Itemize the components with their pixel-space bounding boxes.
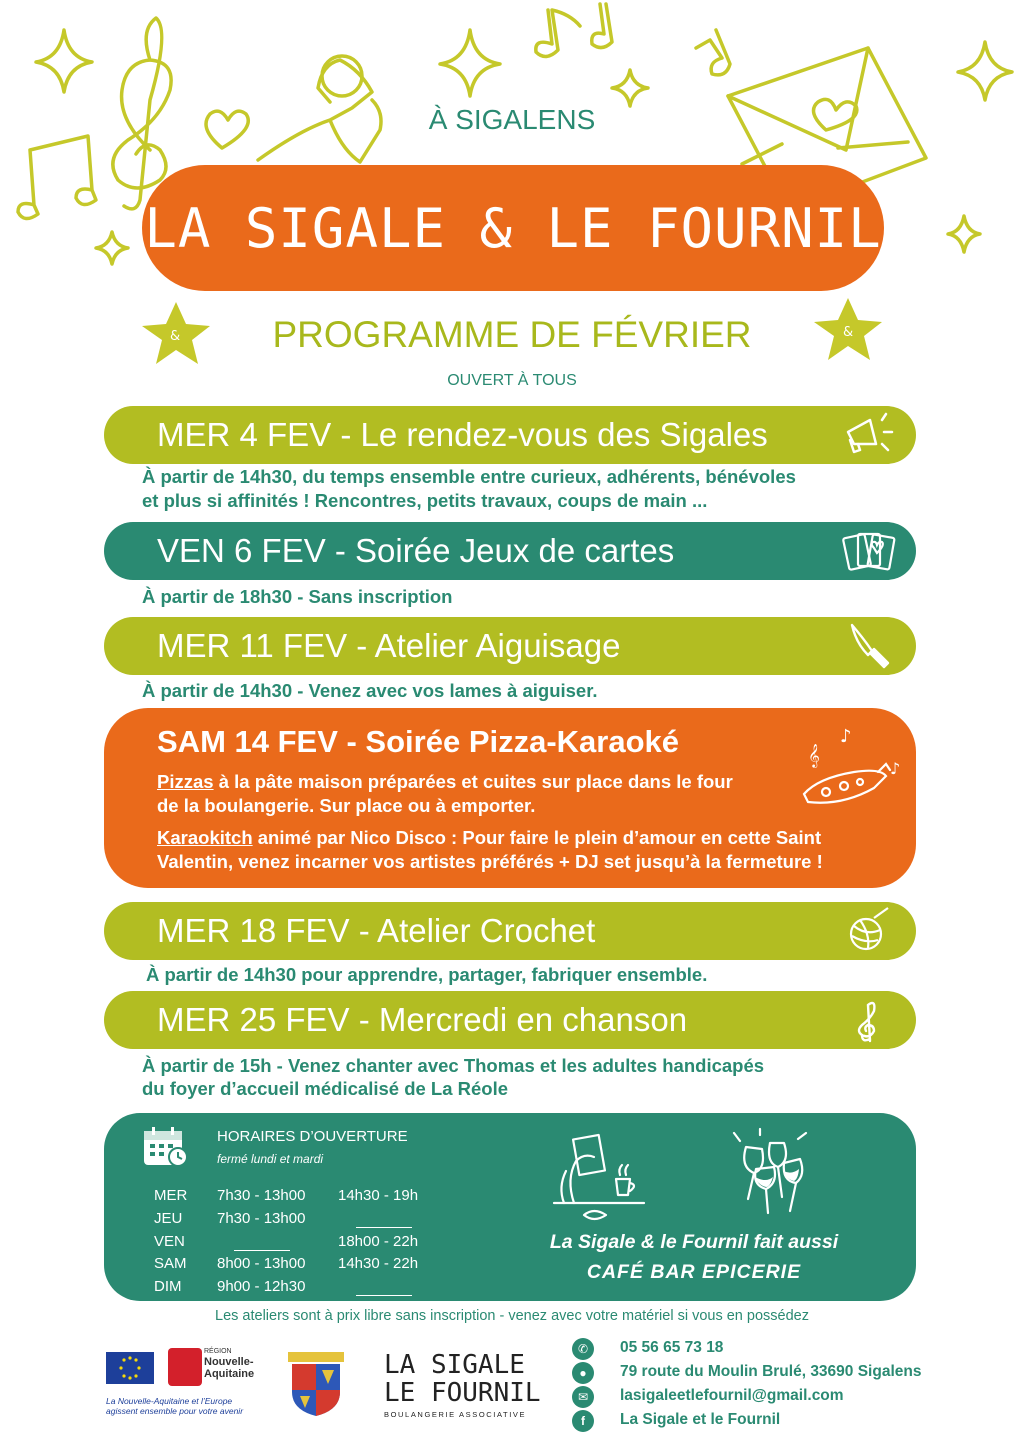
hours-morning: 7h30 - 13h00 (217, 1187, 306, 1204)
logo-line-2: LE FOURNIL (384, 1378, 541, 1408)
hours-day: MER (154, 1187, 188, 1204)
phone-icon: ✆ (572, 1338, 594, 1360)
event-desc-1a: À partir de 14h30, du temps ensemble entre curieux, adhérents, bénévoles (142, 466, 796, 487)
event-desc-text: animé par Nico Disco : Pour faire le plein d’amour en cette Saint (252, 827, 822, 848)
megaphone-icon (840, 410, 896, 460)
treble-clef-icon (840, 995, 896, 1045)
music-note-icon (696, 30, 730, 75)
facebook-page: La Sigale et le Fournil (620, 1411, 781, 1428)
closed-dash (356, 1286, 412, 1303)
facebook-icon: f (572, 1410, 594, 1432)
email-address: lasigaleetlefournil@gmail.com (620, 1387, 844, 1404)
event-bar-6 (104, 991, 916, 1049)
music-note-icon (18, 136, 96, 219)
event-title: MER 18 FEV - Atelier Crochet (157, 912, 596, 949)
svg-text:𝄞: 𝄞 (808, 743, 820, 767)
event-desc-6b: du foyer d’accueil médicalisé de La Réole (142, 1078, 509, 1099)
open-to-all-label: OUVERT À TOUS (447, 372, 577, 389)
hours-morning: 9h00 - 12h30 (217, 1278, 306, 1295)
sparkle-icon (612, 70, 648, 106)
footer-note: Les ateliers sont à prix libre sans inscription - venez avec votre matériel si vous en possédez (215, 1308, 809, 1324)
sparkle-icon (440, 30, 500, 96)
hours-day: JEU (154, 1210, 183, 1227)
svg-text:♪: ♪ (840, 726, 852, 747)
event-title: MER 11 FEV - Atelier Aiguisage (157, 627, 621, 664)
pizzas-link-text: Pizzas (157, 771, 214, 792)
event-desc-4c (157, 826, 821, 850)
sparkle-icon (948, 216, 980, 252)
karaokitch-link-text: Karaokitch (157, 827, 253, 848)
hours-morning: 8h00 - 13h00 (217, 1255, 306, 1272)
event-desc-6a: À partir de 15h - Venez chanter avec Thomas et les adultes handicapés (142, 1055, 765, 1076)
event-desc-4b: de la boulangerie. Sur place ou à emporter. (157, 795, 536, 816)
svg-text:♪: ♪ (890, 759, 901, 778)
logo-subtitle: BOULANGERIE ASSOCIATIVE (384, 1410, 527, 1419)
hours-afternoon: 18h00 - 22h (338, 1233, 419, 1250)
event-desc-1b: et plus si affinités ! Rencontres, petits travaux, coups de main ... (142, 490, 708, 511)
knife-icon (840, 621, 896, 671)
sparkle-icon (958, 42, 1012, 100)
sparkle-icon (96, 232, 128, 264)
hours-day: SAM (154, 1255, 187, 1272)
hours-afternoon: 14h30 - 22h (338, 1255, 419, 1272)
brand-title-banner (142, 165, 884, 291)
also-offers-text: La Sigale & le Fournil fait aussi (549, 1231, 839, 1253)
svg-text:&: & (170, 329, 181, 344)
svg-text:&: & (843, 325, 854, 340)
address: 79 route du Moulin Brulé, 33690 Sigalens (620, 1363, 922, 1380)
event-title: VEN 6 FEV - Soirée Jeux de cartes (157, 532, 675, 569)
sigalens-coat-of-arms-logo (286, 1350, 346, 1418)
location-pin-icon: ● (572, 1362, 594, 1384)
event-desc-text: à la pâte maison préparées et cuites sur place dans le four (213, 771, 733, 792)
hours-day: DIM (154, 1278, 182, 1295)
hours-afternoon: 14h30 - 19h (338, 1187, 419, 1204)
event-bar-2 (104, 522, 916, 580)
wine-glasses-toast-icon (726, 1127, 816, 1227)
region-label: Aquitaine (204, 1368, 255, 1380)
event-bar-1 (104, 406, 916, 464)
region-lion-logo (168, 1348, 202, 1386)
logo-line-1: LA SIGALE (384, 1350, 525, 1380)
eu-caption: agissent ensemble pour votre avenir (106, 1406, 244, 1416)
program-title: PROGRAMME DE FÉVRIER (272, 314, 752, 355)
event-highlight-pizza-karaoke (104, 708, 916, 888)
event-title: MER 25 FEV - Mercredi en chanson (157, 1001, 688, 1038)
event-desc-4a (157, 770, 733, 794)
location-subtitle: À SIGALENS (428, 104, 596, 135)
pizza-music-icon (794, 722, 910, 812)
cafe-bar-epicerie: CAFÉ BAR EPICERIE (586, 1261, 802, 1283)
email-icon: ✉ (572, 1386, 594, 1408)
calendar-clock-icon (142, 1125, 190, 1169)
music-note-icon (536, 10, 580, 57)
event-desc-4d: Valentin, venez incarner vos artistes préférés + DJ set jusqu’à la fermeture ! (157, 851, 823, 872)
sparkle-icon (36, 30, 92, 92)
music-note-icon (592, 4, 612, 48)
event-title: SAM 14 FEV - Soirée Pizza-Karaoké (157, 724, 680, 759)
hours-day: VEN (154, 1233, 185, 1250)
yarn-ball-icon (840, 906, 896, 956)
hours-morning: 7h30 - 13h00 (217, 1210, 306, 1227)
event-bar-3 (104, 617, 916, 675)
phone-number: 05 56 65 73 18 (620, 1339, 724, 1356)
reading-person-icon (544, 1131, 654, 1227)
region-label: Nouvelle- (204, 1356, 254, 1368)
region-label: RÉGION (204, 1348, 232, 1355)
event-desc-2: À partir de 18h30 - Sans inscription (142, 586, 453, 607)
opening-hours-box (104, 1113, 916, 1301)
eu-flag-logo (106, 1352, 154, 1384)
eu-caption: La Nouvelle-Aquitaine et l’Europe (106, 1396, 233, 1406)
event-desc-5: À partir de 14h30 pour apprendre, partager, fabriquer ensemble. (146, 964, 708, 985)
hours-subtitle: fermé lundi et mardi (217, 1152, 324, 1166)
playing-cards-icon (840, 526, 896, 576)
hours-title: HORAIRES D’OUVERTURE (217, 1128, 408, 1145)
event-title: MER 4 FEV - Le rendez-vous des Sigales (157, 416, 768, 453)
event-desc-3: À partir de 14h30 - Venez avec vos lames à aiguiser. (142, 680, 598, 701)
brand-title: LA SIGALE & LE FOURNIL (144, 196, 882, 260)
event-bar-5 (104, 902, 916, 960)
